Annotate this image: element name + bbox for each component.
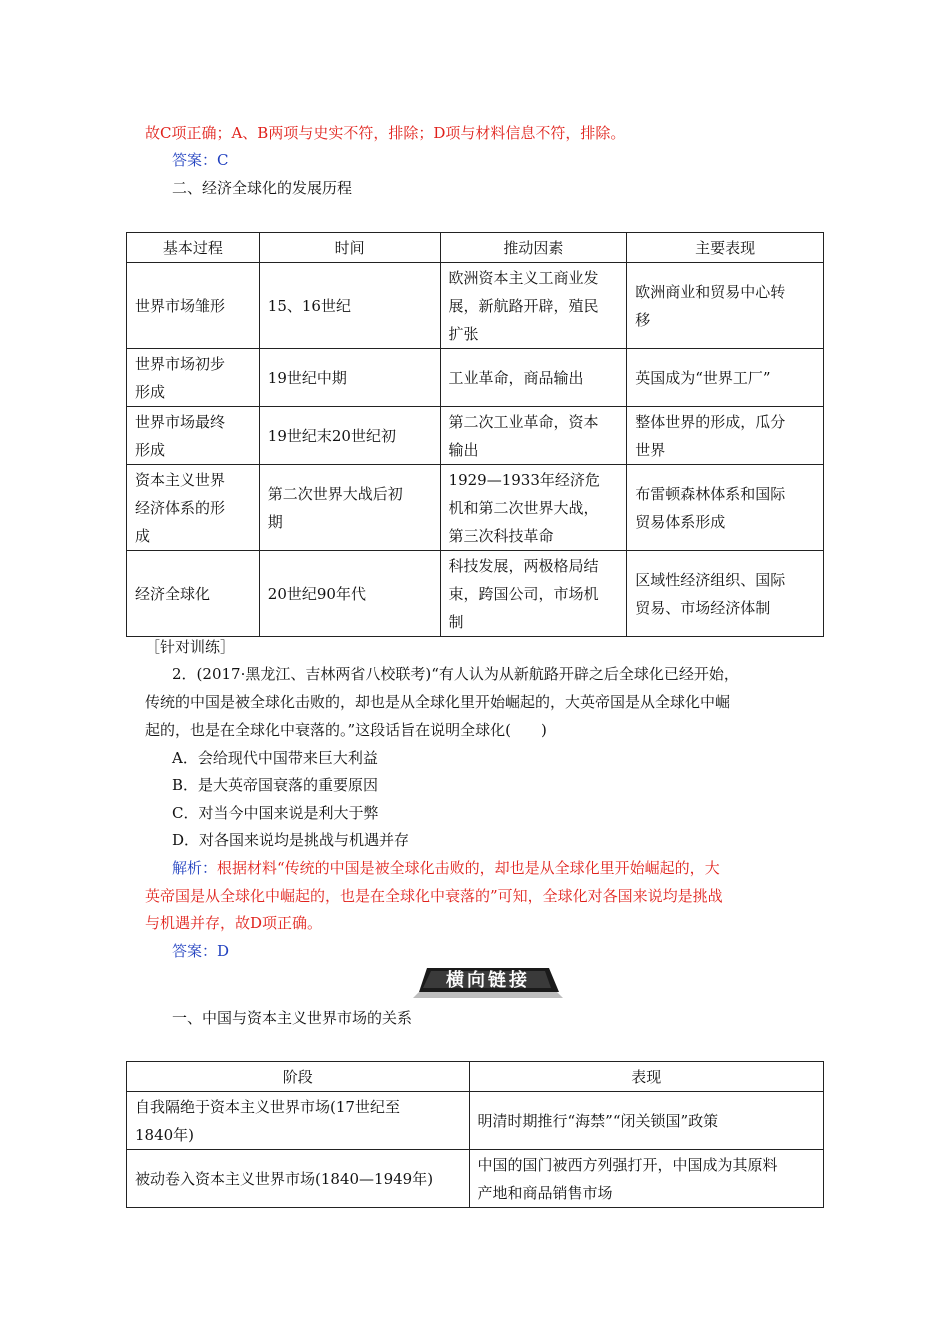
header-process: 基本过程: [127, 233, 260, 263]
answer-c: 答案：C: [172, 151, 229, 169]
cell-performance: 欧洲商业和贸易中心转 移: [627, 263, 824, 349]
table-row: [127, 1092, 824, 1150]
analysis-line-1: [172, 858, 720, 878]
cell-stage: 被动卷入资本主义世界市场(1840—1949年): [127, 1150, 470, 1208]
cell-factors: 工业革命，商品输出: [440, 349, 627, 407]
cell-factors: 欧洲资本主义工商业发 展，新航路开辟，殖民 扩张: [440, 263, 627, 349]
table-header-row: [127, 1062, 824, 1092]
cell-factors: 1929—1933年经济危 机和第二次世界大战， 第三次科技革命: [440, 465, 627, 551]
cell-performance: 中国的国门被西方列强打开，中国成为其原料 产地和商品销售市场: [469, 1150, 824, 1208]
header-factors: 推动因素: [440, 233, 627, 263]
cell-time: 20世纪90年代: [259, 551, 440, 637]
table-header-row: [127, 233, 824, 263]
banner-text: 横向链接: [446, 970, 530, 991]
question-line-3: 起的，也是在全球化中衰落的。”这段话旨在说明全球化( ): [145, 721, 547, 739]
cell-time: 15、16世纪: [259, 263, 440, 349]
table-row: [127, 349, 824, 407]
analysis-label: 解析：: [172, 859, 218, 877]
cell-performance: 区域性经济组织、国际 贸易、市场经济体制: [627, 551, 824, 637]
section2-title: 一、中国与资本主义世界市场的关系: [172, 1009, 413, 1027]
table-row: [127, 551, 824, 637]
table-row: [127, 1150, 824, 1208]
cell-performance: 整体世界的形成，瓜分 世界: [627, 407, 824, 465]
header-stage: 阶段: [127, 1062, 470, 1092]
header-performance: 表现: [469, 1062, 824, 1092]
cell-performance: 布雷顿森林体系和国际 贸易体系形成: [627, 465, 824, 551]
cell-stage: 自我隔绝于资本主义世界市场(17世纪至 1840年): [127, 1092, 470, 1150]
cell-process: 世界市场初步 形成: [127, 349, 260, 407]
cell-performance: 英国成为“世界工厂”: [627, 349, 824, 407]
cell-time: 第二次世界大战后初 期: [259, 465, 440, 551]
china-market-table: [126, 1061, 824, 1208]
analysis-text: 根据材料“传统的中国是被全球化击败的，却也是从全球化里开始崛起的，大: [217, 859, 720, 877]
option-c: C．对当今中国来说是利大于弊: [172, 804, 379, 822]
cell-process: 世界市场最终 形成: [127, 407, 260, 465]
cell-process: 经济全球化: [127, 551, 260, 637]
cell-factors: 第二次工业革命，资本 输出: [440, 407, 627, 465]
training-label: ［针对训练］: [145, 638, 236, 656]
header-time: 时间: [259, 233, 440, 263]
question-line-2: 传统的中国是被全球化击败的，却也是从全球化里开始崛起的，大英帝国是从全球化中崛: [145, 693, 731, 711]
table-row: [127, 263, 824, 349]
option-d: D．对各国来说均是挑战与机遇并存: [172, 831, 410, 849]
analysis-line-2: 英帝国是从全球化中崛起的，也是在全球化中衰落的”可知，全球化对各国来说均是挑战: [145, 887, 723, 905]
table-row: [127, 465, 824, 551]
cell-performance: 明清时期推行“海禁”“闭关锁国”政策: [469, 1092, 824, 1150]
cell-factors: 科技发展，两极格局结 束，跨国公司，市场机 制: [440, 551, 627, 637]
section-title-globalization: 二、经济全球化的发展历程: [172, 179, 353, 197]
question-line-1: 2．(2017·黑龙江、吉林两省八校联考)“有人认为从新航路开辟之后全球化已经开始，: [172, 665, 739, 683]
table-row: [127, 407, 824, 465]
cell-time: 19世纪中期: [259, 349, 440, 407]
horizontal-link-banner: [413, 964, 563, 998]
header-performance: 主要表现: [627, 233, 824, 263]
option-a: A．会给现代中国带来巨大利益: [172, 749, 378, 767]
explanation-end: 故C项正确；A、B两项与史实不符，排除；D项与材料信息不符，排除。: [145, 124, 626, 142]
cell-process: 资本主义世界 经济体系的形 成: [127, 465, 260, 551]
answer-d: 答案：D: [172, 942, 230, 960]
analysis-line-3: 与机遇并存，故D项正确。: [145, 914, 323, 932]
option-b: B．是大英帝国衰落的重要原因: [172, 776, 379, 794]
cell-time: 19世纪末20世纪初: [259, 407, 440, 465]
globalization-process-table: [126, 232, 824, 637]
cell-process: 世界市场雏形: [127, 263, 260, 349]
